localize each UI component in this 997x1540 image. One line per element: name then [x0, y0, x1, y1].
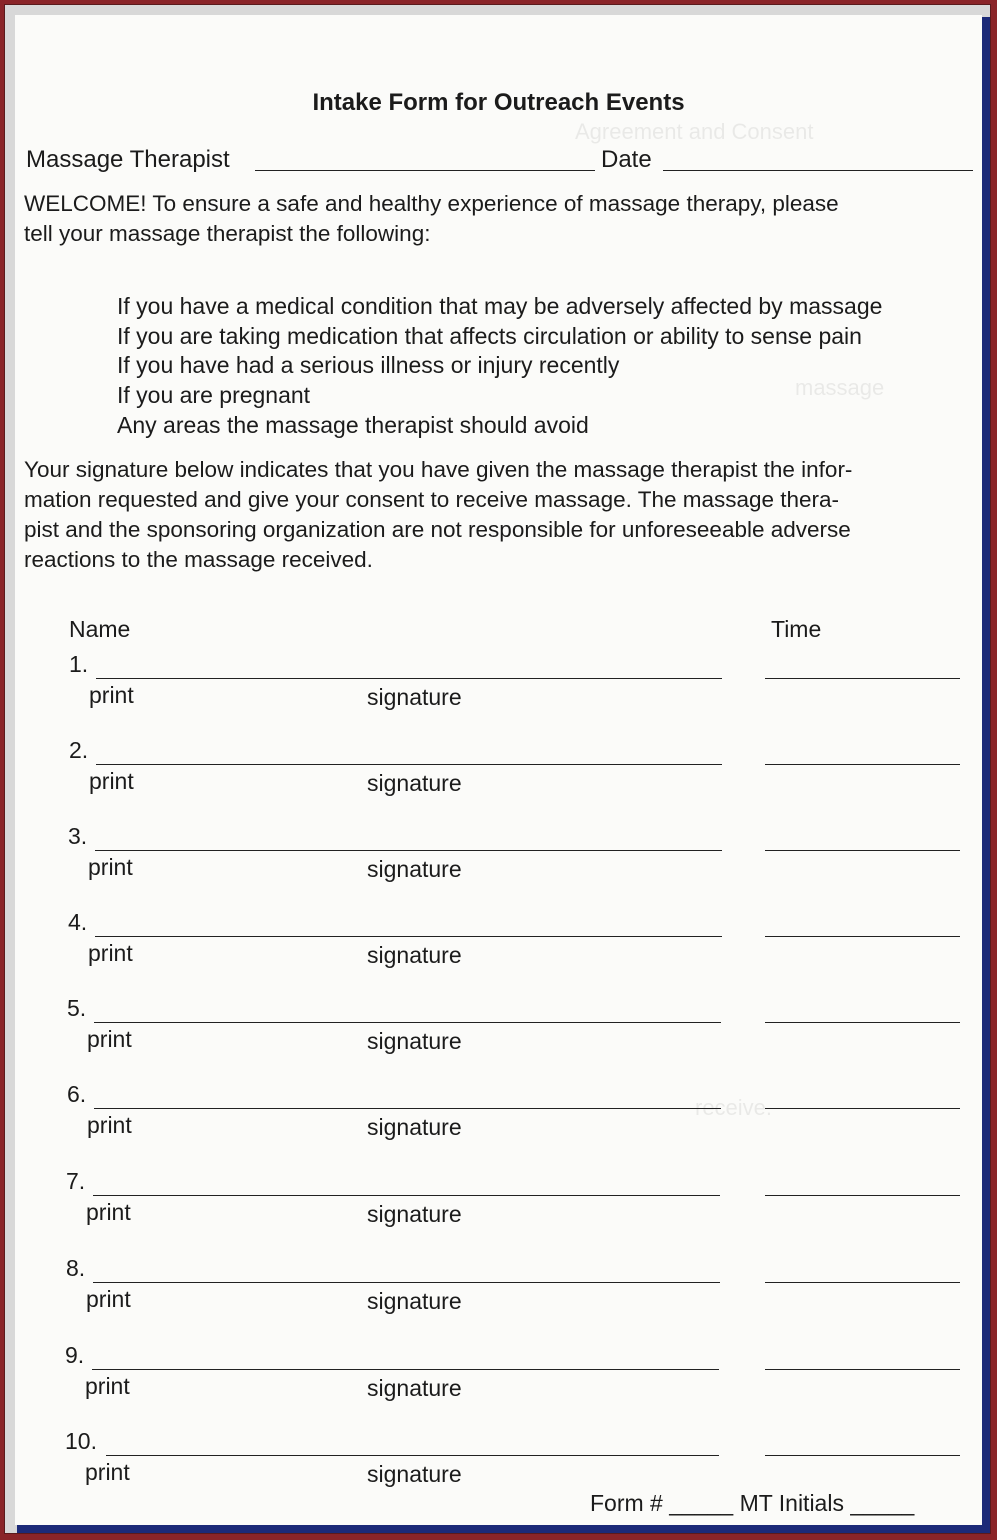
row-number: 8.	[66, 1255, 86, 1281]
time-field[interactable]	[765, 1022, 960, 1023]
signature-label: signature	[367, 1028, 462, 1054]
name-column-header: Name	[69, 616, 131, 642]
print-label: print	[88, 854, 133, 880]
welcome-line: WELCOME! To ensure a safe and healthy experience of massage therapy, please	[24, 191, 839, 216]
signature-row	[15, 1081, 982, 1167]
signature-label: signature	[367, 856, 462, 882]
form-title: Intake Form for Outreach Events	[312, 89, 685, 116]
consent-line: mation requested and give your consent to receive massage. The massage thera-	[24, 487, 840, 512]
signature-label: signature	[367, 1288, 462, 1314]
consent-line: reactions to the massage received.	[24, 547, 373, 572]
signature-row	[15, 823, 982, 909]
print-label: print	[86, 1286, 131, 1312]
signature-row	[15, 1255, 982, 1341]
name-signature-field[interactable]	[106, 1455, 719, 1456]
print-label: print	[86, 1199, 131, 1225]
row-number: 1.	[69, 651, 89, 677]
date-field[interactable]	[663, 170, 973, 171]
row-number: 5.	[67, 995, 87, 1021]
welcome-line: tell your massage therapist the following:	[24, 221, 431, 246]
signature-row	[15, 995, 982, 1081]
print-label: print	[89, 768, 134, 794]
print-label: print	[88, 940, 133, 966]
signature-label: signature	[367, 684, 462, 710]
checklist-item: If you have had a serious illness or injury recently	[117, 352, 620, 379]
welcome-paragraph	[24, 189, 979, 249]
time-field[interactable]	[765, 1108, 960, 1109]
print-label: print	[89, 682, 134, 708]
row-number: 7.	[66, 1168, 86, 1194]
date-label: Date	[601, 146, 652, 173]
consent-line: pist and the sponsoring organization are not responsible for unforeseeable adverse	[24, 517, 851, 542]
row-number: 10.	[65, 1428, 97, 1454]
time-field[interactable]	[765, 1195, 960, 1196]
name-signature-field[interactable]	[96, 764, 722, 765]
print-label: print	[85, 1459, 130, 1485]
checklist-item: If you have a medical condition that may be adversely affected by massage	[117, 293, 883, 319]
consent-paragraph	[24, 455, 979, 575]
form-footer: Form # _____ MT Initials _____	[590, 1490, 915, 1516]
print-label: print	[87, 1026, 132, 1052]
signature-row	[15, 651, 982, 737]
row-number: 2.	[69, 737, 89, 763]
signature-label: signature	[367, 1114, 462, 1140]
time-field[interactable]	[765, 850, 960, 851]
signature-label: signature	[367, 942, 462, 968]
name-signature-field[interactable]	[96, 678, 722, 679]
disclosure-checklist	[117, 292, 885, 441]
checklist-item: Any areas the massage therapist should avoid	[117, 411, 589, 438]
therapist-name-field[interactable]	[255, 170, 595, 171]
time-field[interactable]	[765, 1369, 960, 1370]
name-signature-field[interactable]	[93, 1195, 720, 1196]
bleed-through-text: massage	[795, 375, 885, 400]
consent-line: Your signature below indicates that you have given the massage therapist the infor-	[24, 457, 853, 482]
print-label: print	[85, 1373, 130, 1399]
time-field[interactable]	[765, 1282, 960, 1283]
signature-row	[15, 909, 982, 995]
bleed-through-text: Agreement and Consent	[575, 119, 814, 144]
name-signature-field[interactable]	[95, 850, 722, 851]
signature-row	[15, 1342, 982, 1428]
time-field[interactable]	[765, 678, 960, 679]
print-label: print	[87, 1112, 132, 1138]
signature-label: signature	[367, 1375, 462, 1401]
name-signature-field[interactable]	[94, 1022, 721, 1023]
time-field[interactable]	[765, 1455, 960, 1456]
time-field[interactable]	[765, 936, 960, 937]
checklist-item: If you are taking medication that affects circulation or ability to sense pain	[117, 322, 862, 349]
signature-label: signature	[367, 1201, 462, 1227]
signature-row	[15, 737, 982, 823]
row-number: 4.	[68, 909, 88, 935]
signature-row	[15, 1168, 982, 1254]
name-signature-field[interactable]	[94, 1108, 721, 1109]
bleed-through-text: receive.	[695, 1095, 773, 1120]
row-number: 3.	[68, 823, 88, 849]
form-page	[15, 15, 982, 1525]
name-signature-field[interactable]	[92, 1369, 719, 1370]
name-signature-field[interactable]	[95, 936, 722, 937]
therapist-label: Massage Therapist	[26, 146, 230, 173]
time-field[interactable]	[765, 764, 960, 765]
time-column-header: Time	[771, 616, 822, 642]
checklist-item: If you are pregnant	[117, 382, 311, 409]
signature-label: signature	[367, 770, 462, 796]
row-number: 6.	[67, 1081, 87, 1107]
row-number: 9.	[65, 1342, 85, 1368]
signature-label: signature	[367, 1461, 462, 1487]
name-signature-field[interactable]	[93, 1282, 720, 1283]
